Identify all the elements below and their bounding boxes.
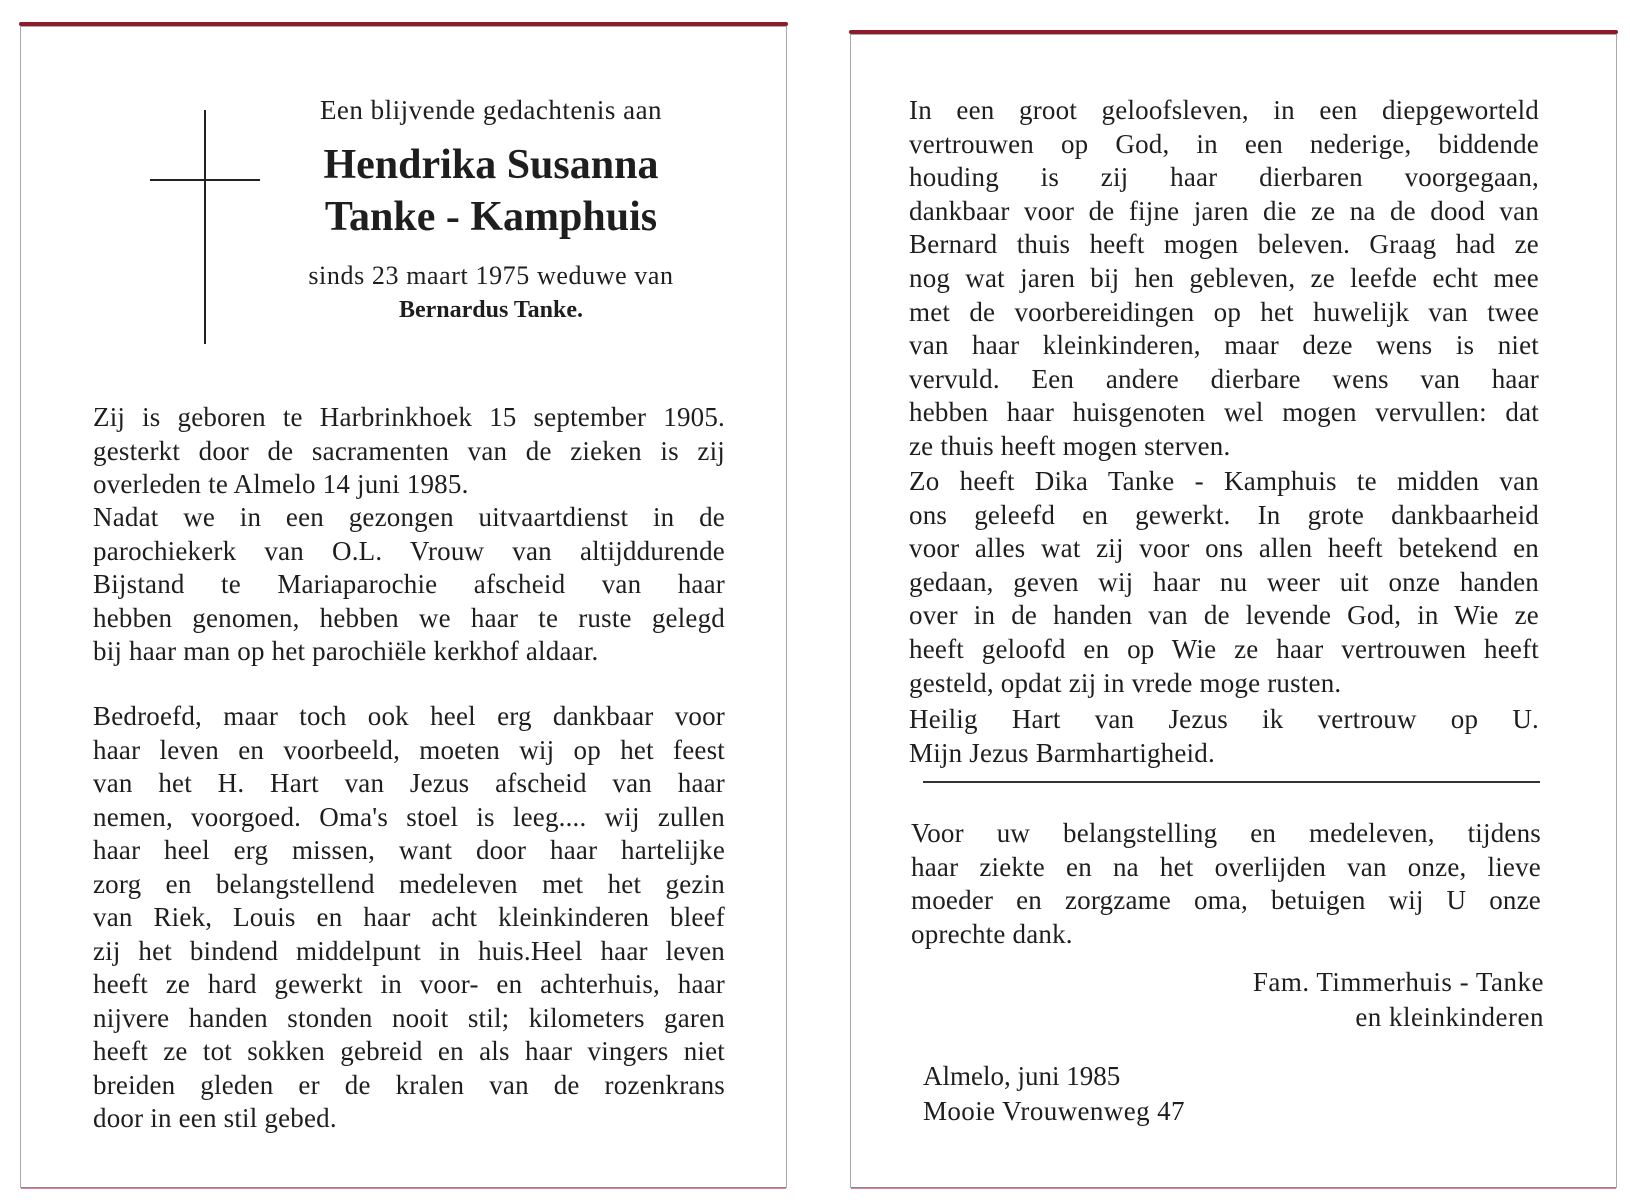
text-line: met de voorbereidingen op het huwelijk van twee — [909, 296, 1539, 327]
text-line: vertrouwen op God, in een nederige, biddende — [909, 128, 1539, 159]
text-line: gesterkt door de sacramenten van de zieken is zij — [93, 435, 725, 466]
text-line: ze thuis heeft mogen sterven. — [909, 431, 1231, 461]
text-line: Mijn Jezus Barmhartigheid. — [909, 737, 1215, 768]
text-line: nijvere handen stonden nooit stil; kilometers garen — [93, 1002, 725, 1033]
text-line: Bedroefd, maar toch ook heel erg dankbaar voor — [93, 701, 725, 731]
text-line: van het H. Hart van Jezus afscheid van haar — [93, 768, 725, 798]
text-line: nemen, voorgoed. Oma's stoel is leeg.... wij zullen — [93, 801, 725, 832]
signature-grandchildren: en kleinkinderen — [1355, 1002, 1544, 1032]
right-card-page — [850, 34, 1617, 1188]
text-line: zij het bindend middelpunt in huis.Heel haar leven — [93, 935, 725, 966]
text-line: gesteld, opdat zij in vrede moge rusten. — [909, 667, 1342, 698]
separator-line — [923, 781, 1540, 783]
text-line: dankbaar voor de fijne jaren die ze na de dood van — [909, 195, 1539, 226]
card-bottom-edge — [21, 1187, 786, 1189]
text-line: haar ziekte en na het overlijden van onze, lieve — [911, 851, 1541, 882]
card-top-edge — [19, 22, 788, 26]
text-line: Bernard thuis heeft mogen beleven. Graag had ze — [909, 229, 1539, 260]
text-line: van Riek, Louis en haar acht kleinkinderen bleef — [93, 902, 725, 932]
text-line: zorg en belangstellend medeleven met het gezin — [93, 868, 725, 899]
text-line: breiden gleden er de kralen van de rozenkrans — [93, 1069, 725, 1100]
signature-family: Fam. Timmerhuis - Tanke — [1252, 967, 1544, 997]
text-line: over in de handen van de levende God, in Wie ze — [909, 600, 1539, 631]
text-line: voor alles wat zij voor ons allen heeft betekend en — [909, 533, 1539, 564]
text-line: Heilig Hart van Jezus ik vertrouw op U. — [909, 704, 1539, 734]
text-line: Voor uw belangstelling en medeleven, tijdens — [911, 818, 1541, 848]
deceased-name-last: Tanke - Kamphuis — [324, 194, 658, 240]
address: Mooie Vrouwenweg 47 — [923, 1096, 1185, 1126]
text-line: parochiekerk van O.L. Vrouw van altijddurende — [93, 535, 725, 566]
left-card-page — [20, 26, 787, 1188]
place-date: Almelo, juni 1985 — [923, 1061, 1121, 1091]
text-line: Zij is geboren te Harbrinkhoek 15 september 1905. — [93, 402, 725, 432]
text-line: hebben haar huisgenoten wel mogen vervullen: dat — [909, 397, 1539, 428]
card-top-edge — [849, 30, 1618, 34]
text-line: bij haar man op het parochiële kerkhof aldaar. — [93, 636, 599, 666]
text-line: overleden te Almelo 14 juni 1985. — [93, 469, 469, 499]
husband-name: Bernardus Tanke. — [398, 297, 584, 323]
text-line: Bijstand te Mariaparochie afscheid van haar — [93, 569, 725, 599]
text-line: hebben genomen, hebben we haar te ruste gelegd — [93, 602, 725, 633]
text-line: moeder en zorgzame oma, betuigen wij U onze — [911, 885, 1541, 915]
text-line: heeft ze tot sokken gebreid en als haar vingers niet — [93, 1036, 725, 1066]
text-line: door in een stil gebed. — [93, 1103, 337, 1133]
text-line: gedaan, geven wij haar nu weer uit onze handen — [909, 566, 1539, 597]
text-line: vervuld. Een andere dierbare wens van haar — [909, 363, 1539, 394]
widow-line: sinds 23 maart 1975 weduwe van — [308, 261, 674, 290]
card-bottom-edge — [851, 1187, 1616, 1189]
cross-icon-horizontal — [150, 179, 260, 181]
text-line: In een groot geloofsleven, in een diepgeworteld — [909, 95, 1539, 125]
text-line: haar leven en voorbeeld, moeten wij op het feest — [93, 734, 725, 765]
text-line: heeft geloofd en op Wie ze haar vertrouwen heeft — [909, 634, 1539, 664]
memorial-intro: Een blijvende gedachtenis aan — [319, 95, 663, 125]
text-line: Nadat we in een gezongen uitvaartdienst in de — [93, 502, 725, 532]
deceased-name-first: Hendrika Susanna — [323, 142, 659, 188]
text-line: van haar kleinkinderen, maar deze wens is niet — [909, 330, 1539, 361]
text-line: oprechte dank. — [911, 918, 1073, 949]
text-line: Zo heeft Dika Tanke - Kamphuis te midden van — [909, 466, 1539, 496]
text-line: ons geleefd en gewerkt. In grote dankbaarheid — [909, 499, 1539, 530]
text-line: nog wat jaren bij hen gebleven, ze leefde echt mee — [909, 263, 1539, 293]
text-line: haar heel erg missen, want door haar hartelijke — [93, 835, 725, 865]
text-line: heeft ze hard gewerkt in voor- en achterhuis, haar — [93, 969, 725, 999]
cross-icon-vertical — [204, 110, 206, 344]
text-line: houding is zij haar dierbaren voorgegaan, — [909, 162, 1539, 193]
